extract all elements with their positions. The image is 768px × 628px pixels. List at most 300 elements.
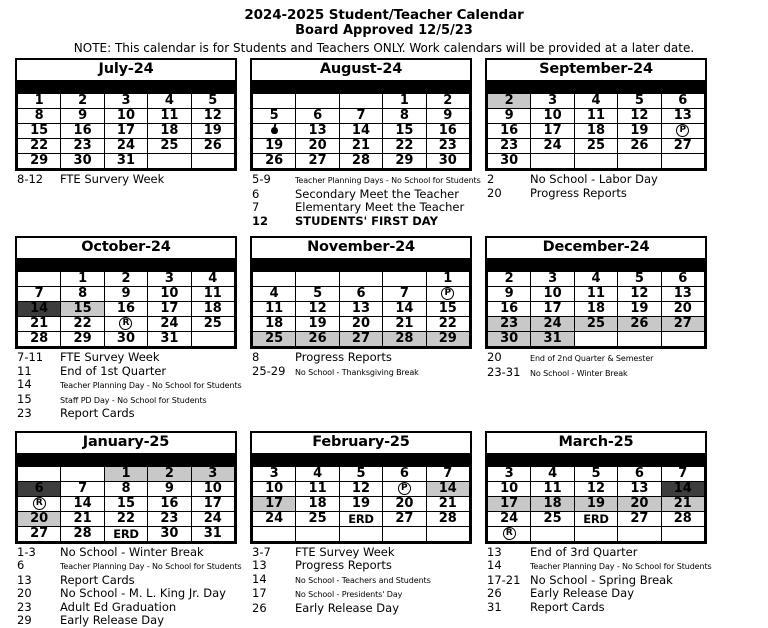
day-cell: 8 (18, 109, 61, 124)
day-cell: 20 (18, 511, 61, 526)
day-cell: 6 (661, 94, 704, 109)
month-name-november-24: November-24 (252, 238, 470, 259)
month-name-february-25: February-25 (252, 433, 470, 454)
day-cell: 20 (383, 496, 426, 511)
note-line (250, 546, 482, 560)
month-row (8, 431, 760, 628)
day-cell: 12 (618, 287, 661, 302)
day-cell-empty (253, 526, 296, 541)
month-february-25 (250, 431, 482, 628)
day-cell: 3 (531, 272, 574, 287)
month-august-24 (250, 58, 482, 228)
day-cell: 13 (661, 287, 704, 302)
day-cell-empty (253, 94, 296, 109)
week-row (488, 139, 705, 154)
day-cell: 18 (531, 496, 574, 511)
day-cell-empty (191, 332, 234, 347)
day-cell: 15 (61, 302, 104, 317)
day-cell-empty (148, 154, 191, 169)
day-cell-empty (426, 526, 469, 541)
apple-icon (271, 127, 278, 134)
day-cell: 7 (339, 109, 382, 124)
day-cell: 14 (18, 302, 61, 317)
day-cell: 17 (104, 124, 147, 139)
day-cell: 2 (488, 94, 531, 109)
note-line (250, 587, 482, 602)
day-cell: 7 (426, 466, 469, 481)
circled-p-icon: P (441, 287, 454, 300)
note-line (485, 574, 717, 588)
note-text: No School - Winter Break (530, 368, 628, 378)
day-cell: 9 (488, 109, 531, 124)
day-cell-empty (618, 332, 661, 347)
day-cell: 20 (339, 317, 382, 332)
note-line (250, 173, 482, 188)
day-cell: 21 (383, 317, 426, 332)
day-cell: 19 (296, 317, 339, 332)
day-cell: 24 (488, 511, 531, 526)
day-cell: 3 (104, 94, 147, 109)
day-cell: 7 (18, 287, 61, 302)
day-cell: 17 (531, 302, 574, 317)
day-cell: 21 (661, 496, 704, 511)
circled-p-icon: P (676, 124, 689, 137)
note-date: 20 (487, 185, 502, 200)
week-row (488, 526, 705, 541)
day-cell: 1 (18, 94, 61, 109)
circled-r-icon: R (503, 527, 516, 540)
note-text: Progress Reports (295, 350, 392, 364)
note-date: 23 (17, 599, 32, 614)
day-cell: 28 (661, 511, 704, 526)
month-box-november-24 (250, 236, 472, 349)
week-row (253, 109, 470, 124)
day-cell: 11 (574, 287, 617, 302)
page-title: 2024-2025 Student/Teacher Calendar (244, 7, 524, 23)
note-line (250, 602, 482, 616)
months-grid (0, 56, 768, 628)
week-row (488, 496, 705, 511)
calendar-note: NOTE: This calendar is for Students and Teachers ONLY. Work calendars will be provided at a later date. (73, 41, 695, 55)
day-cell: 21 (339, 139, 382, 154)
weekday-header-bar (487, 259, 705, 271)
note-date: 2 (487, 172, 495, 186)
note-date: 12 (252, 213, 269, 228)
week-row (18, 139, 235, 154)
day-cell: 10 (488, 481, 531, 496)
week-row (488, 154, 705, 169)
day-cell: 30 (488, 332, 531, 347)
day-cell-progress-report (426, 287, 469, 302)
weekday-header-bar (252, 259, 470, 271)
month-row (8, 236, 760, 421)
week-row (18, 466, 235, 481)
month-box-december-24 (485, 236, 707, 349)
day-cell-empty (661, 332, 704, 347)
day-cell-empty (18, 466, 61, 481)
day-cell: 27 (18, 526, 61, 541)
month-january-25 (15, 431, 247, 628)
weekday-header-bar (487, 81, 705, 93)
day-cell-empty (339, 94, 382, 109)
day-cell: 13 (661, 109, 704, 124)
week-row (253, 287, 470, 302)
week-row (18, 511, 235, 526)
day-cell: 29 (61, 332, 104, 347)
week-row (488, 272, 705, 287)
day-cell: 5 (339, 466, 382, 481)
week-row (488, 302, 705, 317)
note-date: 23-31 (487, 364, 521, 379)
day-cell: 5 (618, 94, 661, 109)
week-row (253, 526, 470, 541)
day-cell: 11 (253, 302, 296, 317)
day-cell: 31 (104, 154, 147, 169)
day-cell: 19 (191, 124, 234, 139)
notes-july-24 (15, 173, 247, 187)
day-cell: 2 (61, 94, 104, 109)
day-cell: 18 (574, 124, 617, 139)
day-cell: 20 (661, 302, 704, 317)
note-date: 14 (487, 558, 502, 572)
day-cell-empty (253, 272, 296, 287)
day-cell: 8 (104, 481, 147, 496)
day-cell: 24 (104, 139, 147, 154)
day-cell: 26 (296, 332, 339, 347)
day-cell: 30 (488, 154, 531, 169)
day-cell: 19 (618, 302, 661, 317)
month-name-march-25: March-25 (487, 433, 705, 454)
circled-r-icon: R (33, 497, 46, 510)
month-box-february-25 (250, 431, 472, 544)
day-cell: 11 (574, 109, 617, 124)
note-text: Teacher Planning Days - No School for Students (295, 176, 481, 185)
day-cell-empty (661, 526, 704, 541)
day-cell-empty (383, 526, 426, 541)
week-row (488, 317, 705, 332)
note-text: Report Cards (60, 572, 135, 587)
week-row (18, 317, 235, 332)
day-cell-empty (296, 272, 339, 287)
note-line (15, 614, 247, 628)
day-cell: 5 (253, 109, 296, 124)
note-text: Teacher Planning Day - No School for Students (60, 562, 242, 571)
day-cell: 9 (488, 287, 531, 302)
note-line (15, 546, 247, 560)
day-cell: 6 (339, 287, 382, 302)
day-cell: 4 (296, 466, 339, 481)
day-cell: 6 (18, 481, 61, 496)
weekday-header-bar (252, 454, 470, 466)
note-text: Early Release Day (60, 613, 164, 627)
note-line (250, 201, 482, 215)
day-cell: 4 (574, 272, 617, 287)
note-text: No School - M. L. King Jr. Day (60, 586, 226, 600)
day-cell: 16 (61, 124, 104, 139)
day-cell: 31 (148, 332, 191, 347)
day-cell: 4 (191, 272, 234, 287)
note-line (15, 393, 247, 408)
day-cell-empty (574, 526, 617, 541)
week-row (253, 332, 470, 347)
day-cell: 29 (426, 332, 469, 347)
day-cell: 4 (574, 94, 617, 109)
day-cell: 5 (191, 94, 234, 109)
day-cell-empty (574, 332, 617, 347)
day-cell: 24 (531, 317, 574, 332)
day-cell: 23 (148, 511, 191, 526)
day-cell: 10 (104, 109, 147, 124)
day-cell: 25 (148, 139, 191, 154)
note-line (250, 573, 482, 588)
day-cell: 15 (104, 496, 147, 511)
day-cell: 18 (296, 496, 339, 511)
month-october-24 (15, 236, 247, 421)
day-cell: 2 (148, 466, 191, 481)
day-cell: 24 (191, 511, 234, 526)
month-name-october-24: October-24 (17, 238, 235, 259)
note-text: Staff PD Day - No School for Students (60, 395, 207, 405)
day-cell: 27 (661, 317, 704, 332)
notes-september-24 (485, 173, 717, 200)
day-cell: 6 (661, 272, 704, 287)
day-cell: 12 (296, 302, 339, 317)
note-date: 8-12 (17, 172, 44, 186)
note-text: Report Cards (530, 599, 605, 614)
note-line (250, 215, 482, 229)
note-date: 25-29 (252, 363, 286, 378)
note-text: Elementary Meet the Teacher (295, 200, 465, 214)
day-cell: 17 (148, 302, 191, 317)
week-row (18, 94, 235, 109)
day-cell: 5 (618, 272, 661, 287)
day-cell: 30 (426, 154, 469, 169)
day-cell-empty (339, 272, 382, 287)
day-cell: 7 (661, 466, 704, 481)
day-cell: 14 (383, 302, 426, 317)
day-cell: 23 (61, 139, 104, 154)
day-cell: 15 (383, 124, 426, 139)
day-cell-report-card (488, 526, 531, 541)
month-name-july-24: July-24 (17, 60, 235, 81)
week-row (488, 109, 705, 124)
weekday-header-bar (17, 81, 235, 93)
note-date: 8 (252, 350, 260, 364)
note-text: No School - Teachers and Students (295, 575, 431, 585)
day-cell: 22 (61, 317, 104, 332)
day-cell: 28 (339, 154, 382, 169)
note-line (485, 601, 717, 615)
day-cell: 19 (574, 496, 617, 511)
note-text: No School - Labor Day (530, 172, 658, 186)
week-row (253, 94, 470, 109)
note-text: Early Release Day (530, 586, 634, 600)
day-cell-empty (618, 526, 661, 541)
day-cell: 4 (531, 466, 574, 481)
note-text: STUDENTS' FIRST DAY (295, 213, 438, 228)
day-cell: 3 (253, 466, 296, 481)
month-name-september-24: September-24 (487, 60, 705, 81)
note-date: 3-7 (252, 544, 271, 559)
day-cell-empty (383, 272, 426, 287)
day-cell: ERD (574, 511, 617, 526)
note-text: FTE Survey Week (295, 544, 395, 559)
note-line (485, 351, 717, 366)
day-cell: 22 (104, 511, 147, 526)
day-cell-empty (574, 154, 617, 169)
day-cell: 26 (191, 139, 234, 154)
day-cell: 27 (661, 139, 704, 154)
day-cell: 22 (383, 139, 426, 154)
note-date: 7-11 (17, 350, 44, 364)
week-row (488, 511, 705, 526)
weekday-header-bar (17, 454, 235, 466)
day-cell: 9 (61, 109, 104, 124)
day-cell: 28 (426, 511, 469, 526)
day-cell: 20 (618, 496, 661, 511)
day-cell-empty (191, 154, 234, 169)
note-line (15, 173, 247, 187)
day-cell: 12 (618, 109, 661, 124)
day-cell: 28 (61, 526, 104, 541)
day-cell: 1 (104, 466, 147, 481)
note-date: 20 (487, 350, 502, 364)
day-cell: 13 (339, 302, 382, 317)
notes-october-24 (15, 351, 247, 421)
days-table-january-25 (17, 466, 235, 542)
day-cell: 5 (296, 287, 339, 302)
note-date: 7 (252, 200, 260, 214)
days-table-july-24 (17, 93, 235, 169)
page-header (0, 0, 768, 56)
note-text: Progress Reports (295, 558, 392, 572)
day-cell: 30 (61, 154, 104, 169)
day-cell: 27 (618, 511, 661, 526)
day-cell: ERD (339, 511, 382, 526)
note-line (485, 187, 717, 201)
note-text: End of 3rd Quarter (530, 544, 638, 559)
day-cell: 10 (148, 287, 191, 302)
day-cell-apple-icon (253, 124, 296, 139)
note-line (250, 351, 482, 365)
note-date: 17 (252, 586, 267, 600)
day-cell: 6 (296, 109, 339, 124)
month-box-october-24 (15, 236, 237, 349)
weekday-header-bar (252, 81, 470, 93)
day-cell: 1 (61, 272, 104, 287)
day-cell-empty (296, 526, 339, 541)
day-cell: 25 (253, 332, 296, 347)
week-row (253, 302, 470, 317)
day-cell: 20 (296, 139, 339, 154)
note-line (250, 365, 482, 380)
note-line (485, 559, 717, 574)
note-date: 20 (17, 586, 32, 600)
notes-january-25 (15, 546, 247, 628)
month-box-march-25 (485, 431, 707, 544)
day-cell: 30 (148, 526, 191, 541)
month-name-january-25: January-25 (17, 433, 235, 454)
note-text: Adult Ed Graduation (60, 599, 177, 614)
day-cell: 26 (618, 317, 661, 332)
note-date: 14 (252, 571, 267, 586)
month-box-january-25 (15, 431, 237, 544)
day-cell: 15 (18, 124, 61, 139)
day-cell: 16 (488, 124, 531, 139)
circled-r-icon: R (119, 317, 132, 330)
note-line (250, 188, 482, 202)
day-cell: 17 (253, 496, 296, 511)
week-row (18, 272, 235, 287)
day-cell: 3 (191, 466, 234, 481)
month-name-december-24: December-24 (487, 238, 705, 259)
day-cell-empty (531, 526, 574, 541)
note-line (15, 601, 247, 615)
day-cell: 31 (531, 332, 574, 347)
day-cell: 14 (339, 124, 382, 139)
note-date: 6 (252, 186, 260, 201)
weekday-header-bar (17, 259, 235, 271)
day-cell: 21 (61, 511, 104, 526)
week-row (18, 481, 235, 496)
day-cell: 16 (148, 496, 191, 511)
note-text: FTE Survey Week (60, 350, 160, 364)
month-box-july-24 (15, 58, 237, 171)
day-cell: 17 (488, 496, 531, 511)
note-date: 26 (252, 600, 267, 615)
week-row (18, 332, 235, 347)
week-row (253, 496, 470, 511)
month-box-august-24 (250, 58, 472, 171)
week-row (253, 124, 470, 139)
day-cell: 18 (191, 302, 234, 317)
day-cell: 16 (426, 124, 469, 139)
weekday-header-bar (487, 454, 705, 466)
note-line (485, 366, 717, 381)
day-cell: 23 (488, 317, 531, 332)
day-cell-report-card (104, 317, 147, 332)
week-row (488, 332, 705, 347)
day-cell: 7 (383, 287, 426, 302)
day-cell-progress-report (661, 124, 704, 139)
note-date: 13 (17, 572, 32, 587)
day-cell: 10 (191, 481, 234, 496)
note-date: 11 (17, 363, 32, 378)
note-line (250, 559, 482, 573)
day-cell: 1 (426, 272, 469, 287)
note-text: End of 1st Quarter (60, 363, 167, 378)
day-cell: 13 (296, 124, 339, 139)
day-cell: 17 (191, 496, 234, 511)
day-cell: 11 (296, 481, 339, 496)
day-cell: 19 (339, 496, 382, 511)
day-cell: 21 (18, 317, 61, 332)
day-cell: 14 (426, 481, 469, 496)
day-cell: 19 (253, 139, 296, 154)
day-cell: 11 (191, 287, 234, 302)
note-text: Early Release Day (295, 600, 399, 615)
day-cell: 3 (531, 94, 574, 109)
note-line (15, 365, 247, 379)
notes-december-24 (485, 351, 717, 380)
note-date: 23 (17, 406, 32, 420)
day-cell: 25 (191, 317, 234, 332)
day-cell: 3 (148, 272, 191, 287)
days-table-october-24 (17, 271, 235, 347)
day-cell: 3 (488, 466, 531, 481)
day-cell: 21 (426, 496, 469, 511)
note-date: 1-3 (17, 544, 36, 559)
